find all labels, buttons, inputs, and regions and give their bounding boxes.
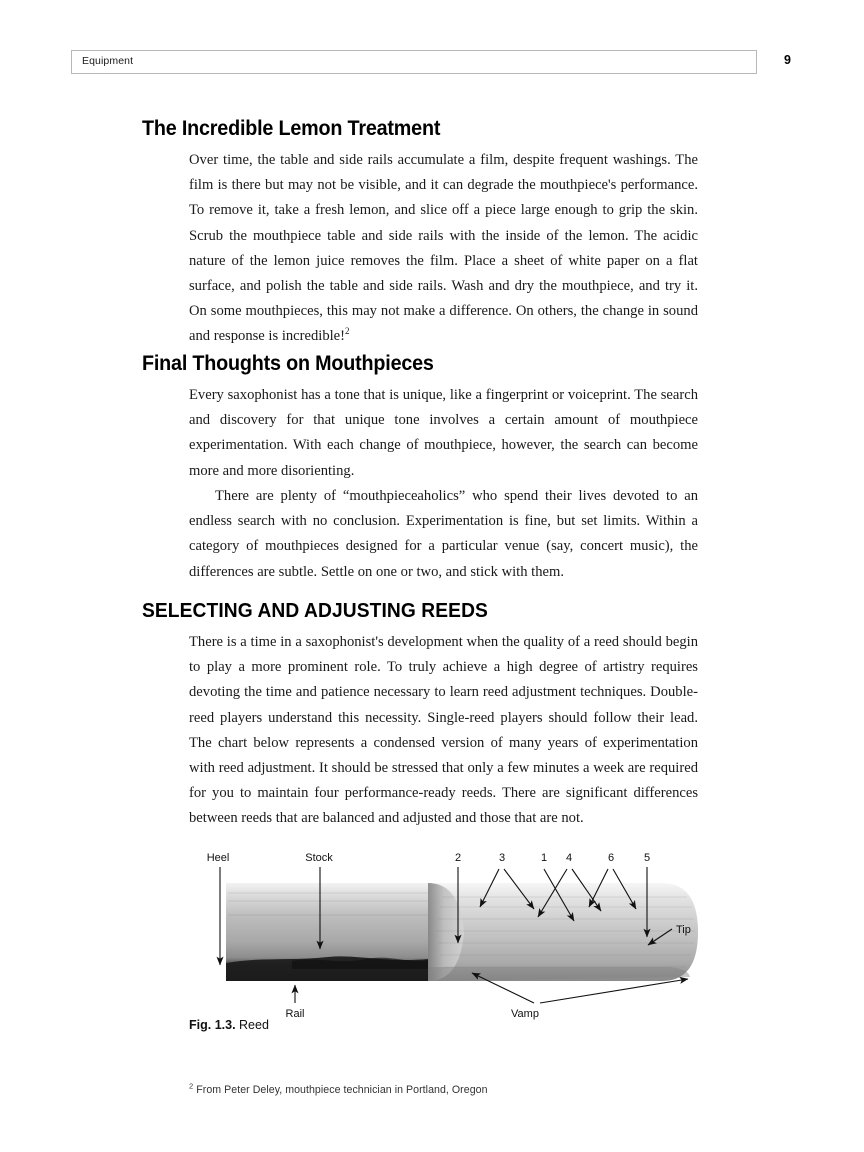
figure-label-2: 2 (454, 852, 462, 864)
figure-label-stock: Stock (305, 852, 333, 864)
heading-final-thoughts: Final Thoughts on Mouthpieces (142, 352, 434, 375)
figure-top-labels (207, 852, 650, 864)
paragraph-final-thoughts-1-wrap (142, 383, 698, 484)
footnote-body: From Peter Deley, mouthpiece technician in Portland, Oregon (196, 1084, 488, 1096)
figure-label-tip: Tip (676, 924, 691, 936)
section-final-thoughts (142, 352, 698, 376)
figure-label-rail: Rail (285, 1008, 305, 1020)
heading-selecting-reeds: SELECTING AND ADJUSTING REEDS (142, 600, 488, 622)
figure-bottom-labels (286, 1008, 539, 1020)
figure-label-6: 6 (607, 852, 615, 864)
figure-side-labels (676, 924, 691, 936)
paragraph-final-thoughts-2-wrap (142, 484, 698, 585)
footnote-marker: 2 (189, 1081, 194, 1091)
footnote-marker-inline: 2 (345, 326, 350, 337)
paragraph-text: Over time, the table and side rails accumulate a film, despite frequent washings. The film is there but may not be visible, and it can degrade the mouthpiece's performance. To remove it, take a fresh lemon, and slice off a piece large enough to grip the skin. Scrub the mouthpiece table and side rails with the inside of the lemon. The acidic nature of the lemon juice removes the film. Place a sheet of white paper on a flat surface, and polish the table and side rails. Wash and dry the mouthpiece, and try it. On some mouthpieces, this may not make a difference. On others, the change in sound and response is incredible! (189, 152, 698, 345)
figure-label-1: 1 (540, 852, 548, 864)
paragraph-selecting-reeds-wrap (142, 630, 698, 832)
figure-label-heel: Heel (206, 852, 230, 864)
figure-caption-text: Reed (239, 1018, 269, 1032)
page-number: 9 (784, 53, 791, 67)
paragraph-lemon-treatment-wrap (142, 148, 698, 350)
figure-label-vamp: Vamp (511, 1008, 539, 1020)
paragraph-final-thoughts-2: There are plenty of “mouthpieceaholics” who spend their lives devoted to an endless search with no conclusion. Experimentation is fine, but set limits. Within a category of mouthpieces designed for a particular venue (say, concert music), the differences are subtle. Settle on one or two, and stick with them. (189, 488, 698, 580)
paragraph-lemon-treatment (142, 148, 698, 350)
figure-caption-label: Fig. 1.3. (189, 1018, 236, 1032)
figure-label-5: 5 (643, 852, 651, 864)
heading-lemon-treatment: The Incredible Lemon Treatment (142, 117, 441, 140)
figure-label-3: 3 (498, 852, 506, 864)
footnote (189, 1081, 488, 1096)
figure-caption (189, 1018, 269, 1032)
figure-label-4: 4 (565, 852, 573, 864)
reed-diagram (142, 845, 742, 1035)
paragraph-final-thoughts-1: Every saxophonist has a tone that is unique, like a fingerprint or voiceprint. The search and discovery for that unique tone involves a certain amount of mouthpiece experimentation. With each change of mouthpiece, however, the search can become more and more disorienting. (189, 387, 698, 479)
running-header-box (71, 50, 757, 74)
paragraph-selecting-reeds: There is a time in a saxophonist's development when the quality of a reed should begin to play a more prominent role. To truly achieve a high degree of artistry requires devoting the time and patience necessary to learn reed adjustment techniques. Double-reed players understand this necessity. Single-reed players should follow their lead. The chart below represents a condensed version of many years of experimentation with reed adjustment. It should be stressed that only a few minutes a week are required for you to maintain four performance-ready reeds. There are significant differences between reeds that are balanced and adjusted and those that are not. (189, 634, 698, 827)
section-lemon-treatment (142, 117, 698, 141)
section-selecting-reeds (142, 600, 698, 623)
figure-reed (142, 845, 742, 1035)
running-header-label: Equipment (82, 55, 134, 67)
